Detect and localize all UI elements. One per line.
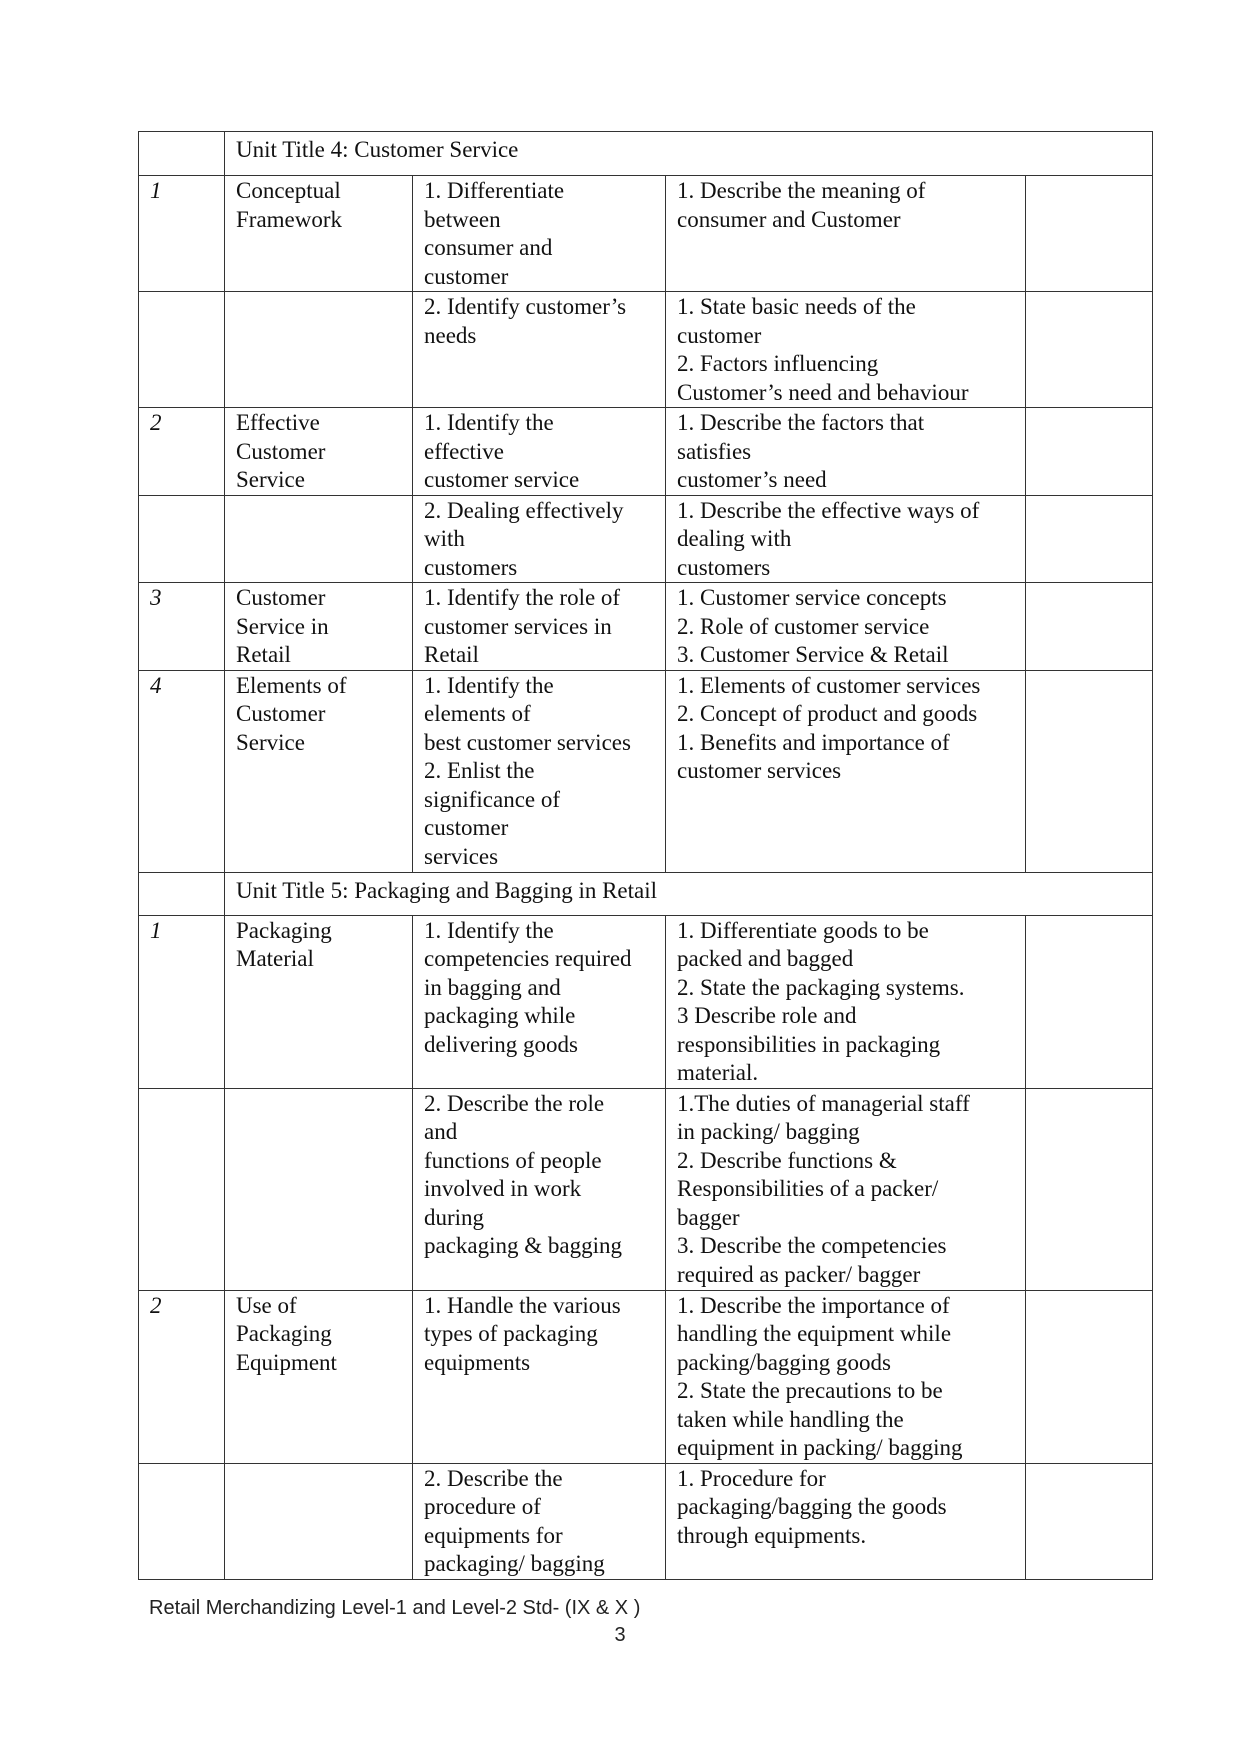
unit-number-cell [139, 872, 225, 915]
table-row [139, 408, 1153, 496]
content-cell: 1. Describe the meaning of consumer and Customer [666, 176, 1026, 292]
topic-cell: Customer Service in Retail [225, 583, 413, 671]
syllabus-table [138, 131, 1153, 1580]
topic-cell: Use of Packaging Equipment [225, 1290, 413, 1463]
table-row [139, 176, 1153, 292]
learning-outcome-cell: 1. Identify the effective customer service [413, 408, 666, 496]
serial-number-cell [139, 1088, 225, 1290]
remark-cell [1026, 915, 1153, 1088]
content-cell: 1. Describe the effective ways of dealing with customers [666, 495, 1026, 583]
serial-number-cell [139, 1463, 225, 1579]
remark-cell [1026, 1088, 1153, 1290]
topic-cell: Elements of Customer Service [225, 670, 413, 872]
unit-title-row [139, 872, 1153, 915]
unit-title-row [139, 132, 1153, 176]
content-cell: 1. Describe the importance of handling the equipment while packing/bagging goods 2. State the precautions to be taken while handling the equipment in packing/ bagging [666, 1290, 1026, 1463]
learning-outcome-cell: 2. Identify customer’s needs [413, 292, 666, 408]
table-row [139, 292, 1153, 408]
page-number: 3 [614, 1624, 626, 1646]
unit-number-cell [139, 132, 225, 176]
serial-number-cell: 3 [139, 583, 225, 671]
serial-number-cell [139, 495, 225, 583]
remark-cell [1026, 670, 1153, 872]
remark-cell [1026, 495, 1153, 583]
topic-cell: Effective Customer Service [225, 408, 413, 496]
table-row [139, 495, 1153, 583]
table-row [139, 1463, 1153, 1579]
remark-cell [1026, 1290, 1153, 1463]
topic-cell [225, 1088, 413, 1290]
topic-cell [225, 1463, 413, 1579]
learning-outcome-cell: 1. Differentiate between consumer and customer [413, 176, 666, 292]
remark-cell [1026, 292, 1153, 408]
serial-number-cell: 1 [139, 176, 225, 292]
learning-outcome-cell: 1. Handle the various types of packaging equipments [413, 1290, 666, 1463]
content-cell: 1. Describe the factors that satisfies customer’s need [666, 408, 1026, 496]
learning-outcome-cell: 2. Describe the procedure of equipments for packaging/ bagging [413, 1463, 666, 1579]
topic-cell [225, 495, 413, 583]
learning-outcome-cell: 2. Dealing effectively with customers [413, 495, 666, 583]
remark-cell [1026, 583, 1153, 671]
table-row [139, 670, 1153, 872]
content-cell: 1. Elements of customer services 2. Concept of product and goods 1. Benefits and importance of customer services [666, 670, 1026, 872]
serial-number-cell: 2 [139, 1290, 225, 1463]
serial-number-cell: 4 [139, 670, 225, 872]
table-row [139, 1088, 1153, 1290]
unit-title-cell: Unit Title 5: Packaging and Bagging in Retail [225, 872, 1153, 915]
learning-outcome-cell: 1. Identify the competencies required in bagging and packaging while delivering goods [413, 915, 666, 1088]
learning-outcome-cell: 2. Describe the role and functions of people involved in work during packaging & bagging [413, 1088, 666, 1290]
topic-cell: Packaging Material [225, 915, 413, 1088]
unit-title-cell: Unit Title 4: Customer Service [225, 132, 1153, 176]
topic-cell: Conceptual Framework [225, 176, 413, 292]
table-row [139, 1290, 1153, 1463]
footer-text: Retail Merchandizing Level-1 and Level-2 Std- (IX & X ) [149, 1597, 641, 1619]
content-cell: 1. Customer service concepts 2. Role of customer service 3. Customer Service & Retail [666, 583, 1026, 671]
remark-cell [1026, 408, 1153, 496]
remark-cell [1026, 1463, 1153, 1579]
content-cell: 1. State basic needs of the customer 2. Factors influencing Customer’s need and behaviour [666, 292, 1026, 408]
serial-number-cell: 2 [139, 408, 225, 496]
learning-outcome-cell: 1. Identify the role of customer services in Retail [413, 583, 666, 671]
table-row [139, 583, 1153, 671]
serial-number-cell: 1 [139, 915, 225, 1088]
learning-outcome-cell: 1. Identify the elements of best customer services 2. Enlist the significance of customer services [413, 670, 666, 872]
content-cell: 1.The duties of managerial staff in packing/ bagging 2. Describe functions & Responsibilities of a packer/ bagger 3. Describe the competencies required as packer/ bagger [666, 1088, 1026, 1290]
topic-cell [225, 292, 413, 408]
content-cell: 1. Differentiate goods to be packed and bagged 2. State the packaging systems. 3 Describe role and responsibilities in packaging material. [666, 915, 1026, 1088]
table-row [139, 915, 1153, 1088]
content-cell: 1. Procedure for packaging/bagging the goods through equipments. [666, 1463, 1026, 1579]
serial-number-cell [139, 292, 225, 408]
remark-cell [1026, 176, 1153, 292]
